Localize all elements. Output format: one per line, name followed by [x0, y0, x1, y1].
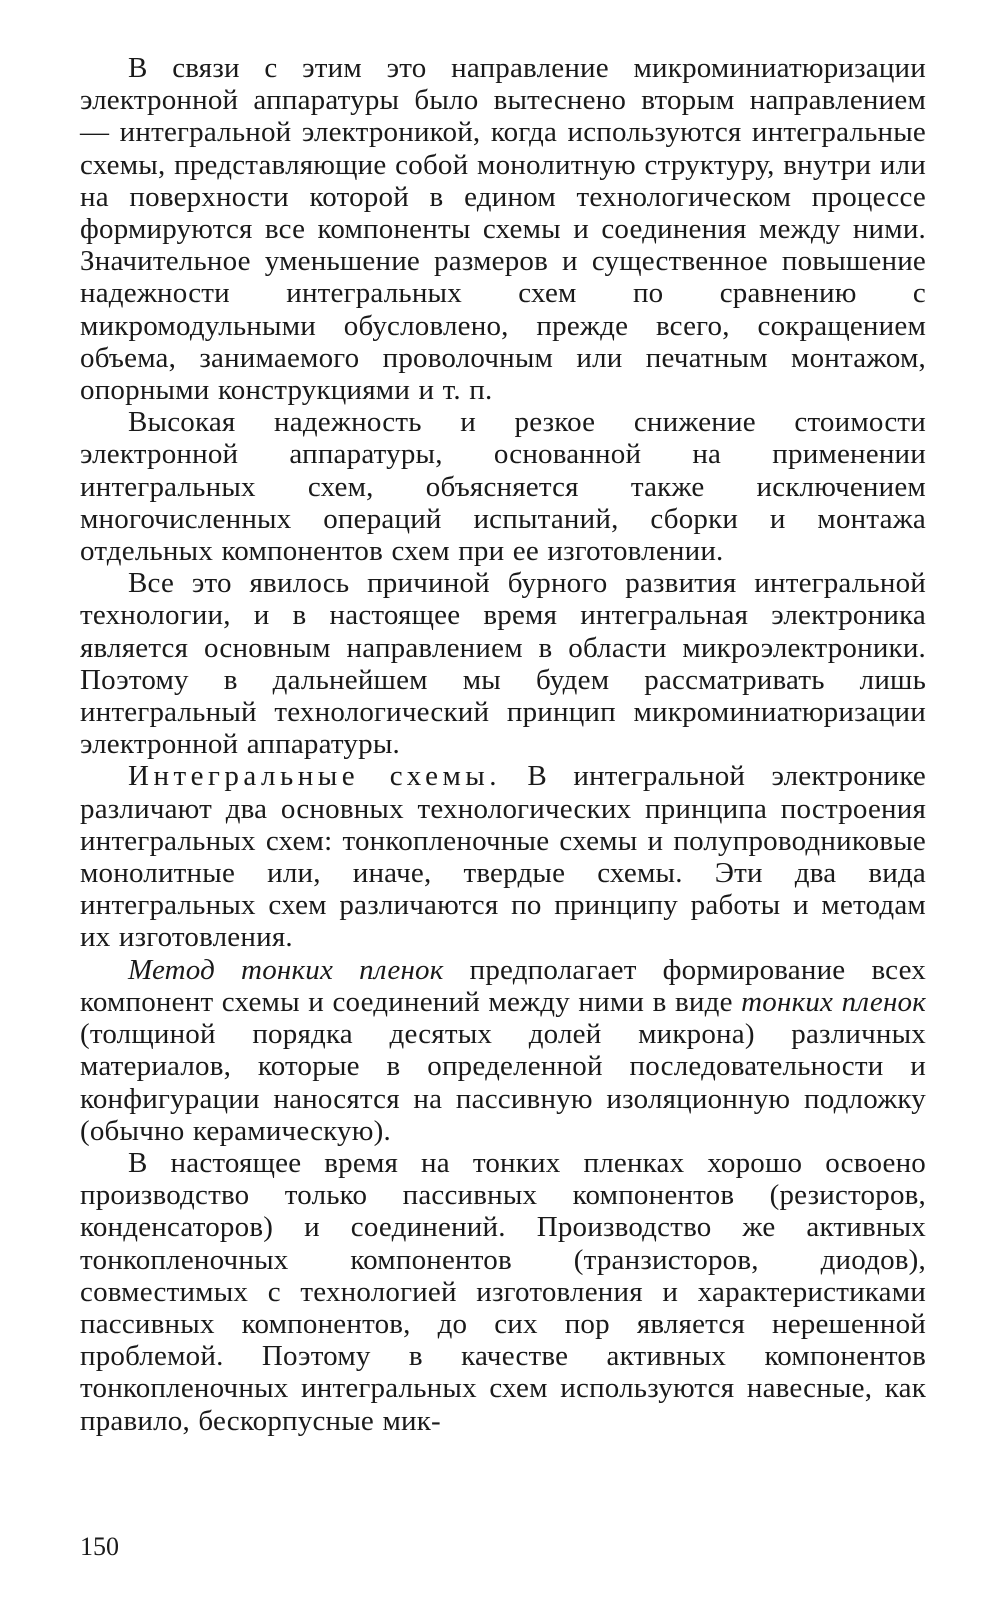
section-heading-integral-circuits: Интегральные схемы.: [128, 760, 502, 793]
page-body: [80, 52, 926, 1437]
paragraph-5: [80, 954, 926, 1147]
paragraph-4-body: В интегральной электронике различают два основных технологических принципа построения интегральных схем: тонкопленочные схемы и полупроводниковые монолитные или, иначе, твердые схемы. Эти два вида интегральных схем различаются по принципу работы и методам их изготовления.: [80, 760, 926, 954]
term-thin-film-method: Метод тонких пленок: [128, 953, 444, 986]
page-number: 150: [80, 1532, 119, 1561]
term-thin-films: тонких пленок: [741, 985, 927, 1018]
paragraph-5-body-a: предполагает формирование всех компонент схемы и соединений между ними в виде: [80, 953, 926, 1018]
paragraph-3: Все это явилось причиной бурного развития интегральной технологии, и в настоящее время интегральная электроника является основным направлением в области микроэлектроники. Поэтому в дальнейшем мы будем рассматривать лишь интегральный технологический принцип микроминиатюризации электронной аппаратуры.: [80, 567, 926, 761]
paragraph-2: Высокая надежность и резкое снижение стоимости электронной аппаратуры, основанной на применении интегральных схем, объясняется также исключением многочисленных операций испытаний, сборки и монтажа отдельных компонентов схем при ее изготовлении.: [80, 406, 926, 568]
paragraph-6: В настоящее время на тонких пленках хорошо освоено производство только пассивных компонентов (резисторов, конденсаторов) и соединений. Производство же активных тонкопленочных компонентов (транзисторов, диодов), совместимых с технологией изготовления и характеристиками пассивных компонентов, до сих пор является нерешенной проблемой. Поэтому в качестве активных компонентов тонкопленочных интегральных схем используются навесные, как правило, бескорпусные мик-: [80, 1146, 926, 1437]
paragraph-1: В связи с этим это направление микроминиатюризации электронной аппаратуры было вытеснено вторым направлением — интегральной электроникой, когда используются интегральные схемы, представляющие собой монолитную структуру, внутри или на поверхности которой в едином технологическом процессе формируются все компоненты схемы и соединения между ними. Значительное уменьшение размеров и существенное повышение надежности интегральных схем по сравнению с микромодульными обусловлено, прежде всего, сокращением объема, занимаемого проволочным или печатным монтажом, опорными конструкциями и т. п.: [80, 52, 926, 407]
paragraph-4: [80, 760, 926, 953]
paragraph-5-body-b: (толщиной порядка десятых долей микрона) различных материалов, которые в определенной последовательности и конфигурации наносятся на пассивную изоляционную подложку (обычно керамическую).: [80, 1018, 926, 1147]
